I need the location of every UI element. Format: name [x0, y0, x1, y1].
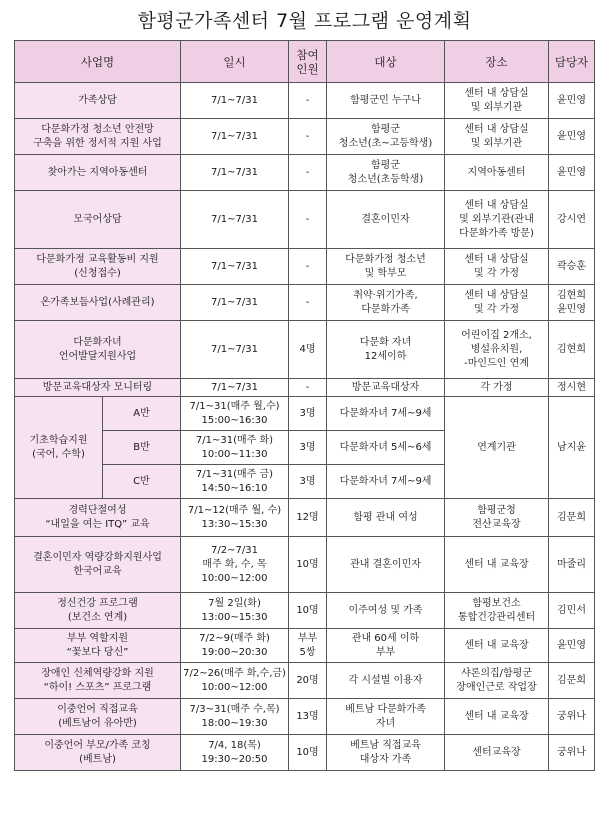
program-place: 센터 내 교육장 [445, 699, 549, 735]
program-target: 관내 결혼이민자 [327, 537, 445, 593]
program-count: - [289, 155, 327, 191]
program-count: 10명 [289, 593, 327, 629]
program-manager: 윤민영 [549, 629, 595, 663]
program-count: - [289, 83, 327, 119]
program-place: 샤론의집/함평군 장애인근로 작업장 [445, 663, 549, 699]
program-count: 10명 [289, 537, 327, 593]
table-row [15, 285, 595, 321]
program-count: 3명 [289, 465, 327, 499]
program-count: - [289, 191, 327, 249]
program-target: 결혼이민자 [327, 191, 445, 249]
program-count: 4명 [289, 321, 327, 379]
program-name: 기초학습지원 (국어, 수학) [15, 397, 103, 499]
header-date: 일시 [181, 41, 289, 83]
header-manager: 담당자 [549, 41, 595, 83]
program-place: 센터 내 교육장 [445, 537, 549, 593]
program-date: 7/1~31(매주 화) 10:00~11:30 [181, 431, 289, 465]
program-count: 12명 [289, 499, 327, 537]
program-target: 이주여성 및 가족 [327, 593, 445, 629]
program-count: 10명 [289, 735, 327, 771]
program-date: 7/1~7/31 [181, 155, 289, 191]
program-place: 함평보건소 통합건강관리센터 [445, 593, 549, 629]
program-place: 센터 내 상담실 및 각 가정 [445, 249, 549, 285]
class-label: C반 [103, 465, 181, 499]
program-date: 7/1~7/31 [181, 321, 289, 379]
program-name: 부부 역할지원 “꽃보다 당신” [15, 629, 181, 663]
program-date: 7/1~7/31 [181, 191, 289, 249]
header-row [15, 41, 595, 83]
header-participants: 참여 인원 [289, 41, 327, 83]
program-count: - [289, 249, 327, 285]
table-row [15, 155, 595, 191]
program-place: 센터 내 교육장 [445, 629, 549, 663]
program-manager: 김민서 [549, 593, 595, 629]
program-place: 센터교육장 [445, 735, 549, 771]
program-date: 7/1~31(매주 금) 14:50~16:10 [181, 465, 289, 499]
table-row [15, 321, 595, 379]
program-target: 다문화자녀 7세~9세 [327, 397, 445, 431]
program-target: 함평군민 누구나 [327, 83, 445, 119]
program-manager: 김문희 [549, 663, 595, 699]
program-target: 취약·위기가족, 다문화가족 [327, 285, 445, 321]
program-name: 다문화가정 교육활동비 지원 (신청접수) [15, 249, 181, 285]
program-place: 센터 내 상담실 및 각 가정 [445, 285, 549, 321]
program-manager: 강시연 [549, 191, 595, 249]
program-place: 센터 내 상담실 및 외부기관(관내 다문화가족 방문) [445, 191, 549, 249]
program-name: 방문교육대상자 모니터링 [15, 379, 181, 397]
program-date: 7/2~9(매주 화) 19:00~20:30 [181, 629, 289, 663]
table-row [15, 379, 595, 397]
program-count: - [289, 379, 327, 397]
program-target: 방문교육대상자 [327, 379, 445, 397]
program-name: 정신건강 프로그램 (보건소 연계) [15, 593, 181, 629]
program-name: 이중언어 부모/가족 코칭 (베트남) [15, 735, 181, 771]
program-manager: 정시현 [549, 379, 595, 397]
program-manager: 궁위나 [549, 699, 595, 735]
program-count: - [289, 285, 327, 321]
program-place: 연계기관 [445, 397, 549, 499]
program-manager: 남지윤 [549, 397, 595, 499]
table-row [15, 629, 595, 663]
program-target: 다문화 자녀 12세이하 [327, 321, 445, 379]
program-target: 관내 60세 이하 부부 [327, 629, 445, 663]
program-manager: 윤민영 [549, 119, 595, 155]
program-place: 지역아동센터 [445, 155, 549, 191]
table-row [15, 735, 595, 771]
program-target: 각 시설별 이용자 [327, 663, 445, 699]
program-manager: 마줄리 [549, 537, 595, 593]
program-manager: 궁위나 [549, 735, 595, 771]
program-manager: 김현희 윤민영 [549, 285, 595, 321]
header-place: 장소 [445, 41, 549, 83]
program-count: - [289, 119, 327, 155]
program-table [14, 40, 595, 771]
program-place: 각 가정 [445, 379, 549, 397]
program-target: 베트남 직접교육 대상자 가족 [327, 735, 445, 771]
table-row [15, 249, 595, 285]
program-date: 7/2~7/31 매주 화, 수, 목 10:00~12:00 [181, 537, 289, 593]
program-name: 결혼이민자 역량강화지원사업 한국어교육 [15, 537, 181, 593]
program-count: 3명 [289, 397, 327, 431]
program-date: 7/1~7/31 [181, 119, 289, 155]
program-date: 7/3~31(매주 수,목) 18:00~19:30 [181, 699, 289, 735]
header-business: 사업명 [15, 41, 181, 83]
program-name: 모국어상담 [15, 191, 181, 249]
program-target: 함평군 청소년(초등학생) [327, 155, 445, 191]
table-row [15, 699, 595, 735]
program-target: 다문화가정 청소년 및 학부모 [327, 249, 445, 285]
table-row [15, 83, 595, 119]
program-count: 13명 [289, 699, 327, 735]
program-manager: 윤민영 [549, 83, 595, 119]
table-row [15, 499, 595, 537]
program-place: 센터 내 상담실 및 외부기관 [445, 83, 549, 119]
program-date: 7월 2일(화) 13:00~15:30 [181, 593, 289, 629]
program-target: 함평군 청소년(초~고등학생) [327, 119, 445, 155]
table-row [15, 397, 595, 431]
program-name: 온가족보듬사업(사례관리) [15, 285, 181, 321]
class-label: B반 [103, 431, 181, 465]
program-date: 7/2~26(매주 화,수,금) 10:00~12:00 [181, 663, 289, 699]
header-target: 대상 [327, 41, 445, 83]
program-name: 장애인 신체역량강화 지원 “하이! 스포츠” 프로그램 [15, 663, 181, 699]
program-name: 다문화가정 청소년 안전망 구축을 위한 정서적 지원 사업 [15, 119, 181, 155]
program-manager: 김문희 [549, 499, 595, 537]
page-title: 함평군가족센터 7월 프로그램 운영계획 [137, 10, 472, 32]
table-row [15, 537, 595, 593]
program-date: 7/1~7/31 [181, 83, 289, 119]
program-date: 7/4, 18(목) 19:30~20:50 [181, 735, 289, 771]
table-row [15, 663, 595, 699]
program-place: 센터 내 상담실 및 외부기관 [445, 119, 549, 155]
program-name: 찾아가는 지역아동센터 [15, 155, 181, 191]
program-place: 함평군청 전산교육장 [445, 499, 549, 537]
program-date: 7/1~31(매주 월,수) 15:00~16:30 [181, 397, 289, 431]
program-target: 다문화자녀 7세~9세 [327, 465, 445, 499]
program-name: 다문화자녀 언어발달지원사업 [15, 321, 181, 379]
program-date: 7/1~12(매주 월, 수) 13:30~15:30 [181, 499, 289, 537]
program-name: 가족상담 [15, 83, 181, 119]
table-row [15, 119, 595, 155]
program-target: 다문화자녀 5세~6세 [327, 431, 445, 465]
program-manager: 김현희 [549, 321, 595, 379]
program-manager: 윤민영 [549, 155, 595, 191]
program-count: 3명 [289, 431, 327, 465]
program-place: 어린이집 2개소, 병설유치원, -마인드인 연계 [445, 321, 549, 379]
program-date: 7/1~7/31 [181, 249, 289, 285]
program-date: 7/1~7/31 [181, 379, 289, 397]
class-label: A반 [103, 397, 181, 431]
program-count: 20명 [289, 663, 327, 699]
program-manager: 곽승훈 [549, 249, 595, 285]
program-target: 함평 관내 여성 [327, 499, 445, 537]
program-name: 경력단절여성 “내일을 여는 ITQ” 교육 [15, 499, 181, 537]
program-name: 이중언어 직접교육 (베트남어 유아반) [15, 699, 181, 735]
table-row [15, 593, 595, 629]
program-count: 부부 5쌍 [289, 629, 327, 663]
program-date: 7/1~7/31 [181, 285, 289, 321]
table-row [15, 191, 595, 249]
program-target: 베트남 다문화가족 자녀 [327, 699, 445, 735]
